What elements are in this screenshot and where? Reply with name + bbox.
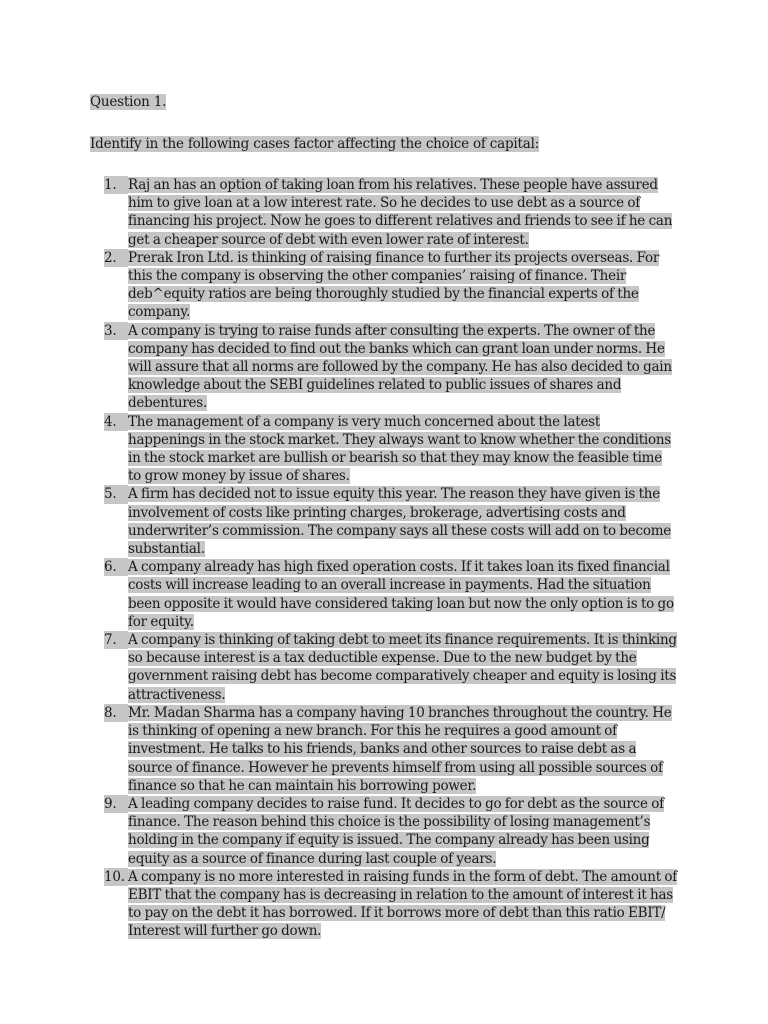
case-number: 9.: [104, 795, 128, 813]
case-number: 7.: [104, 631, 128, 649]
case-number: 1.: [104, 176, 128, 194]
list-item: [90, 322, 690, 413]
list-item: [90, 558, 690, 631]
list-item: [90, 631, 690, 704]
question-instruction-text: Identify in the following cases factor affecting the choice of capital:: [90, 136, 540, 152]
case-text: Raj an has an option of taking loan from his relatives. These people have assured him to give loan at a low interest rate. So he decides to use debt as a source of financing his project. Now he goes to different relatives and friends to see if he can get a cheaper source of debt with even lower rate of interest.: [128, 177, 673, 248]
case-number: 10.: [104, 868, 128, 886]
case-number: 4.: [104, 413, 128, 431]
case-text: The management of a company is very much concerned about the latest happenings in the stock market. They always want to know whether the conditions in the stock market are bullish or bearish so that they may know the feasible time to grow money by issue of shares.: [128, 413, 671, 485]
case-list: [90, 176, 690, 941]
document-page: [90, 92, 690, 941]
case-number: 6.: [104, 558, 128, 576]
case-text: A company is thinking of taking debt to meet its finance requirements. It is thinking so because interest is a tax deductible expense. Due to the new budget by the government raising debt has become comparatively cheaper and equity is losing its attractiveness.: [128, 632, 677, 703]
list-item: [90, 795, 690, 868]
case-text: A leading company decides to raise fund. It decides to go for debt as the source of finance. The reason behind this choice is the possibility of losing management’s holding in the company if equity is issued. The company already has been using equity as a source of finance during last couple of years.: [128, 795, 664, 867]
list-item: [90, 868, 690, 941]
case-text: Prerak Iron Ltd. is thinking of raising finance to further its projects overseas. For this the company is observing the other companies’ raising of finance. Their deb^equity ratios are being thoroughly studied by the financial experts of the company.: [128, 249, 660, 321]
case-text: A company is trying to raise funds after consulting the experts. The owner of the company has decided to find out the banks which can grant loan under norms. He will assure that all norms are followed by the company. He has also decided to gain knowledge about the SEBI guidelines related to public issues of shares and debentures.: [128, 322, 672, 412]
case-text: A company already has high fixed operation costs. If it takes loan its fixed financial costs will increase leading to an overall increase in payments. Had the situation been opposite it would have considered taking loan but now the only option is to go for equity.: [128, 559, 674, 630]
case-number: 3.: [104, 322, 128, 340]
question-title-text: Question 1.: [90, 94, 167, 110]
case-number: 8.: [104, 704, 128, 722]
case-text: A company is no more interested in raising funds in the form of debt. The amount of EBIT that the company has is decreasing in relation to the amount of interest it has to pay on the debt it has borrowed. If it borrows more of debt than this ratio EBIT/ Interest will further go down.: [128, 868, 678, 940]
list-item: [90, 485, 690, 558]
list-item: [90, 704, 690, 795]
case-text: A firm has decided not to issue equity this year. The reason they have given is the involvement of costs like printing charges, brokerage, advertising costs and underwriter’s commission. The company says all these costs will add on to become substantial.: [128, 486, 672, 558]
case-text: Mr. Madan Sharma has a company having 10 branches throughout the country. He is thinking of opening a new branch. For this he requires a good amount of investment. He talks to his friends, banks and other sources to raise debt as a source of finance. However he prevents himself from using all possible sources of finance so that he can maintain his borrowing power.: [128, 704, 672, 794]
case-number: 2.: [104, 249, 128, 267]
list-item: [90, 176, 690, 249]
list-item: [90, 249, 690, 322]
list-item: [90, 413, 690, 486]
question-title: [90, 92, 690, 112]
case-number: 5.: [104, 485, 128, 503]
question-instruction: [90, 134, 690, 154]
